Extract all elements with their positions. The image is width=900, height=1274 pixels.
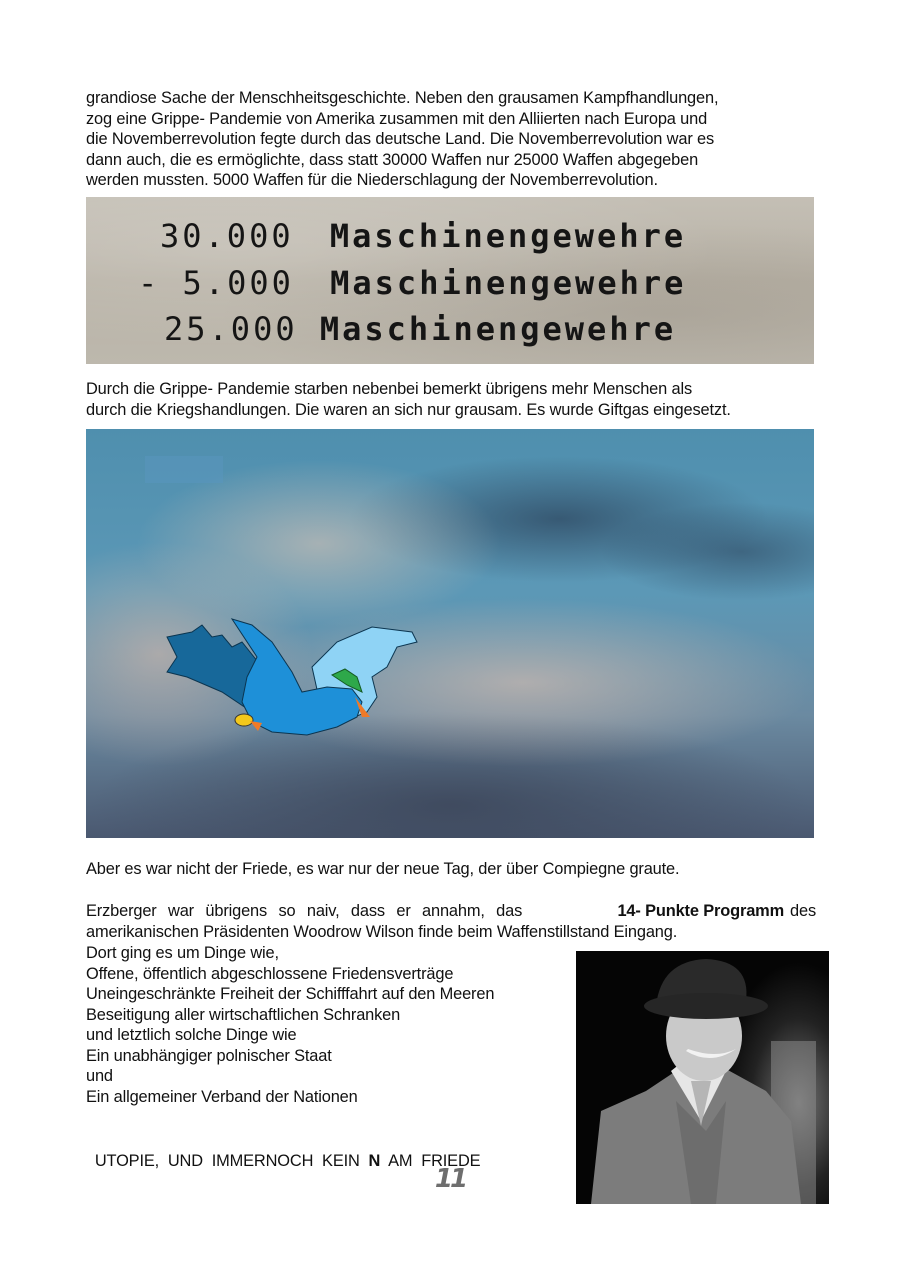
friede-line [86,859,816,880]
closing-highlight: N [368,1151,381,1170]
list-item: Uneingeschränkte Freiheit der Schifffahrt auf den Meeren [86,985,495,1003]
list-item: und letztlich solche Dinge wie [86,1026,297,1044]
sky-image [86,429,814,838]
text-segment: des [790,902,816,920]
typewriter-banner-image [86,197,814,364]
bird-feet [235,714,253,726]
points-list [86,943,566,1107]
text-line: die Novemberrevolution fegte durch das deutsche Land. Die Novemberrevolution war es [86,130,715,148]
text-line: amerikanischen Präsidenten Woodrow Wilson finde beim Waffenstillstand Eingang. [86,922,678,941]
intro-paragraph [86,88,816,191]
page-number: 11 [434,1164,466,1194]
banner-number: 25.000 [164,310,298,348]
text-line: grandiose Sache der Menschheitsgeschichte. Neben den grausamen Kampfhandlungen, [86,89,719,107]
banner-label: Maschinengewehre [329,217,687,255]
text-line [86,901,816,922]
banner-label: Maschinengewehre [319,310,677,348]
pandemic-paragraph [86,379,816,420]
list-item: Ein unabhängiger polnischer Staat [86,1046,332,1065]
banner-row [160,217,686,255]
banner-label: Maschinengewehre [330,264,687,302]
sky-patch [145,456,223,483]
portrait-illustration [576,951,829,1204]
text-line: werden mussten. 5000 Waffen für die Niederschlagung der Novemberrevolution. [86,171,658,189]
text-segment: Erzberger war übrigens so naiv, dass er annahm, das [86,902,523,920]
text-line: Durch die Grippe- Pandemie starben nebenbei bemerkt übrigens mehr Menschen als [86,380,693,398]
erzberger-paragraph [86,901,816,942]
text-segment: AM FRIEDE [380,1151,481,1170]
text-line: durch die Kriegshandlungen. Die waren an sich nur grausam. Es wurde Giftgas eingesetzt. [86,400,731,419]
list-item: Dort ging es um Dinge wie, [86,944,279,962]
list-item: Offene, öffentlich abgeschlossene Friedensverträge [86,964,454,983]
text-line: Aber es war nicht der Friede, es war nur der neue Tag, der über Compiegne graute. [86,860,680,878]
banner-row [138,264,686,302]
list-item: Beseitigung aller wirtschaftlichen Schranken [86,1005,401,1024]
bird-illustration-icon [162,617,422,742]
text-segment: UTOPIE, UND IMMERNOCH KEIN [94,1151,369,1170]
list-item: und [86,1067,113,1085]
closing-line [86,1130,566,1171]
list-item: Ein allgemeiner Verband der Nationen [86,1087,358,1106]
text-line: dann auch, die es ermöglichte, dass statt 30000 Waffen nur 25000 Waffen abgegeben [86,150,699,169]
banner-number: - 5.000 [138,264,294,302]
text-line: zog eine Grippe- Pandemie von Amerika zusammen mit den Alliierten nach Europa und [86,109,708,128]
woodrow-wilson-photo [576,951,829,1204]
program-highlight: 14- Punkte Programm [617,902,785,920]
banner-row [164,310,676,348]
banner-number: 30.000 [160,217,294,255]
text-segment [86,901,617,922]
